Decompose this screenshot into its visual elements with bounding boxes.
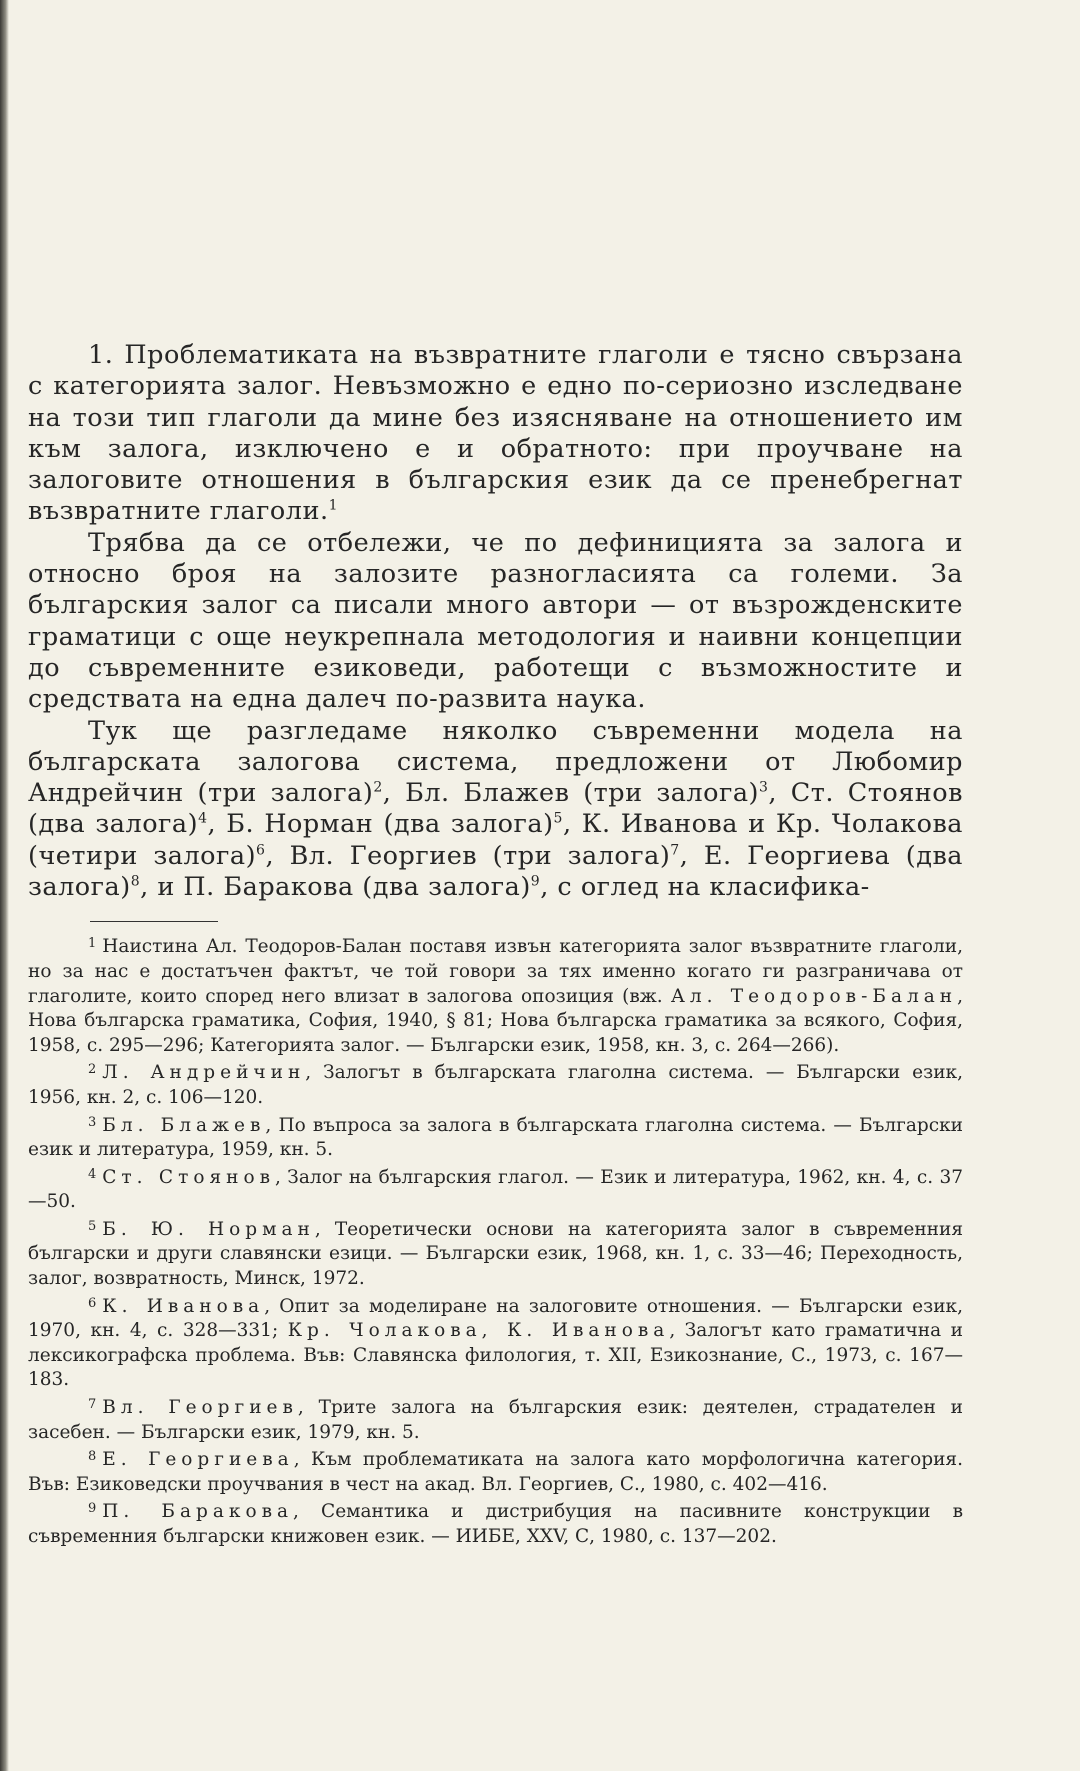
footnote-4: $^4$ Ст. Стоянов, Залог на българския глагол. — Език и литература, 1962, кн. 4, с. 37—50.: [28, 1166, 963, 1213]
footnote-ref: 9: [530, 873, 541, 890]
footnote-6: $^6$ К. Иванова, Опит за моделиране на залоговите отношения. — Български език, 1970, кн. 4, с. 328—331; Кр. Чолакова, К. Иванова, Залогът като граматична и лексикографска проблема. Във: Славянска филология, т. XII, Езикознание, С., 1973, с. 167—183.: [28, 1295, 963, 1391]
footnote-divider: [90, 921, 218, 922]
main-text: [28, 340, 963, 903]
paragraph-1: 1. Проблематиката на възвратните глаголи е тясно свързана с категорията залог. Невъзможно е едно по-сериозно изследване на този тип глаголи да мине без изясняване на отношението им към залога, изключено е и обратното: при проучване на залоговите отношения в българския език да се пренебрегнат възвратните глаголи.$^1$: [28, 340, 963, 527]
footnote-ref: 1: [328, 497, 338, 514]
page-content: [28, 340, 963, 1550]
footnote-1: $^1$ Наистина Ал. Теодоров-Балан поставя извън категорията залог възвратните глаголи, но за нас е достатъчен фактът, че той говори за тях именно когато ги разграничава от глаголите, които според него влизат в залогова опозиция (вж. Ал. Теодоров-Балан, Нова българска граматика, София, 1940, § 81; Нова българска граматика за всякого, София, 1958, с. 295—296; Категорията залог. — Български език, 1958, кн. 3, с. 264—266).: [28, 936, 963, 1056]
footnote-ref: 6: [256, 842, 266, 859]
footnote-ref: 8: [130, 873, 141, 890]
footnote-3: $^3$ Бл. Блажев, По въпроса за залога в българската глаголна система. — Български език и литература, 1959, кн. 5.: [28, 1114, 963, 1161]
footnote-8: $^8$ Е. Георгиева, Към проблематиката на залога като морфологична категория. Във: Езиковедски проучвания в чест на акад. Вл. Георгиев, С., 1980, с. 402—416.: [28, 1449, 963, 1495]
footnote-ref: 5: [553, 810, 563, 827]
footnote-ref: 2: [373, 779, 383, 796]
paragraph-2: Трябва да се отбележи, че по дефиницията за залога и относно броя на залозите разногласията са големи. За българския залог са писали много автори — от възрожденските граматици с още неукрепнала методология и наивни концепции до съвременните езиковеди, работещи с възможностите и средствата на една далеч по-развита наука.: [28, 527, 963, 715]
footnote-ref: 7: [670, 842, 680, 859]
footnote-ref: 4: [198, 810, 208, 827]
footnote-2: $^2$ Л. Андрейчин, Залогът в българската глаголна система. — Български език, 1956, кн. 2, с. 106—120.: [28, 1062, 963, 1108]
footnote-5: $^5$ Б. Ю. Норман, Теоретически основи на категорията залог в съвременния български и други славянски езици. — Български език, 1968, кн. 1, с. 33—46; Переходность, залог, возвратность, Минск, 1972.: [28, 1218, 963, 1290]
paragraph-3: Тук ще разгледаме няколко съвременни модела на българската залогова система, предложени от Любомир Андрейчин (три залога)$^2$, Бл. Блажев (три залога)$^3$, Ст. Стоянов (два залога)$^4$, Б. Норман (два залога)$^5$, К. Иванова и Кр. Чолакова (четири залога)$^6$, Вл. Георгиев (три залога)$^7$, Е. Георгиева (два залога)$^8$, и П. Баракова (два залога)$^9$, с оглед на класифика-: [28, 715, 964, 903]
book-binding-edge: [0, 0, 9, 1771]
footnote-7: $^7$ Вл. Георгиев, Трите залога на българския език: деятелен, страдателен и засебен. — Български език, 1979, кн. 5.: [28, 1397, 963, 1443]
footnote-9: $^9$ П. Баракова, Семантика и дистрибуция на пасивните конструкции в съвременния български книжовен език. — ИИБЕ, XXV, С, 1980, с. 137—202.: [28, 1501, 963, 1547]
footnotes: [28, 932, 963, 1549]
footnote-ref: 3: [759, 779, 769, 796]
